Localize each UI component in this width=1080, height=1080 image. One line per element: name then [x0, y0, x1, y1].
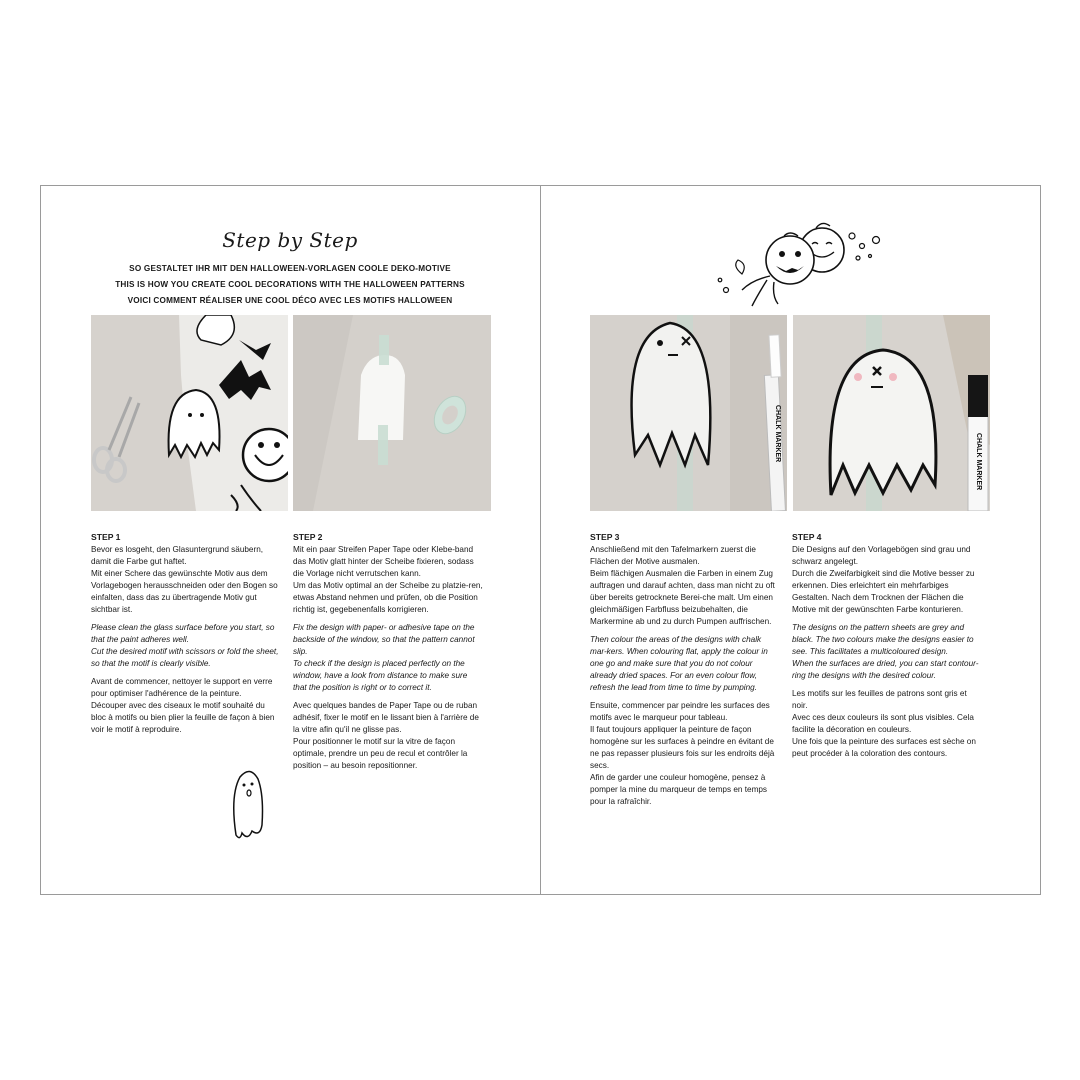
- step-label: STEP 3: [590, 532, 620, 542]
- step-4: [792, 531, 982, 766]
- step-text-en: Please clean the glass surface before you start, so that the paint adheres well. Cut the desired motif with scissors or fold the sheet, so that the motif is clearly visible.: [91, 623, 279, 668]
- step-label: STEP 4: [792, 532, 822, 542]
- subtitle-en: THIS IS HOW YOU CREATE COOL DECORATIONS WITH THE HALLOWEEN PATTERNS: [115, 280, 465, 289]
- marker-label-text: CHALK MARKER: [975, 433, 982, 491]
- step-3: [590, 531, 780, 814]
- page-subtitle: [90, 261, 490, 309]
- step-text-de: Mit ein paar Streifen Paper Tape oder Klebe-band das Motiv glatt hinter der Scheibe fixieren, sodass die Vorlage nicht verrutschen kann. Um das Motiv optimal an der Scheibe zu platzie-ren, etwas Abstand nehmen und prüfen, ob die Position richtig ist, gegebenenfalls korrigieren.: [293, 545, 483, 614]
- step-text-fr: Avec quelques bandes de Paper Tape ou de ruban adhésif, fixer le motif en le lissant bien à l'arrière de la vitre afin qu'il ne glisse pas. Pour positionner le motif sur la vitre de façon optimale, prendre un peu de recul et contrôler la position – au besoin repositionner.: [293, 701, 479, 770]
- step-text-fr: Les motifs sur les feuilles de patrons sont gris et noir. Avec ces deux couleurs ils sont plus visibles. Cela facilite la décoration en couleurs. Une fois que la peinture des surfaces est sèche on peut procéder à la coloration des contours.: [792, 689, 976, 758]
- step2-photo: [293, 315, 491, 511]
- step-2: [293, 531, 483, 778]
- pumpkins-doodle-icon: [712, 218, 888, 308]
- step4-photo: [793, 315, 990, 511]
- step3-photo: [590, 315, 787, 511]
- marker-label-text: CHALK MARKER: [774, 405, 781, 463]
- step-text-fr: Ensuite, commencer par peindre les surfaces des motifs avec le marqueur pour tableau. Il faut toujours appliquer la peinture de façon homogène sur les surfaces à peindre en évitant de ne pas repasser plusieurs fois sur les endroits déjà secs. Afin de garder une couleur homogène, pensez à pomper la mine du marqueur de temps en temps pour la rafraîchir.: [590, 701, 775, 806]
- step-text-en: Then colour the areas of the designs with chalk mar-kers. When colouring flat, apply the colour in one go and make sure that you do not colour already dried spaces. For an even colour flow, refresh the lead from time to time by pumping.: [590, 635, 768, 692]
- step-text-de: Bevor es losgeht, den Glasuntergrund säubern, damit die Farbe gut haftet. Mit einer Schere das gewünschte Motiv aus dem Vorlagebogen herausschneiden oder den Bogen so einfalten, dass das zu übertragende Motiv gut sichtbar ist.: [91, 545, 278, 614]
- page-gutter: [540, 185, 541, 895]
- step-text-fr: Avant de commencer, nettoyer le support en verre pour optimiser l'adhérence de la peinture. Découper avec des ciseaux le motif souhaité du bloc à motifs ou bien plier la feuille de façon à bien voir le motif à reproduire.: [91, 677, 275, 734]
- step-text-de: Anschließend mit den Tafelmarkern zuerst die Flächen der Motive ausmalen. Beim flächigen Ausmalen die Farben in einem Zug auftragen und darauf achten, dass man nicht zu oft über bereits getrocknete Berei-che malt. Um einen gleichmäßigen Farbfluss beizubehalten, die Markermine ab und zu durch Pumpen auffrischen.: [590, 545, 775, 626]
- step-label: STEP 2: [293, 532, 323, 542]
- step-text-de: Die Designs auf den Vorlagebögen sind grau und schwarz angelegt. Durch die Zweifarbigkeit sind die Motive besser zu erkennen. Dies erleichtert ein mehrfarbiges Gestalten. Nach dem Trocknen der Flächen die Motive mit der gewünschten Farbe konturieren.: [792, 545, 975, 614]
- step1-photo: [91, 315, 288, 511]
- subtitle-de: SO GESTALTET IHR MIT DEN HALLOWEEN-VORLAGEN COOLE DEKO-MOTIVE: [129, 264, 451, 273]
- page-title: Step by Step: [222, 228, 358, 252]
- step-1: [91, 531, 281, 742]
- chalk-marker-icon: [968, 375, 988, 511]
- step-text-en: The designs on the pattern sheets are grey and black. The two colours make the designs easier to see. This facilitates a multicoloured design. When the surfaces are dried, you can start contour-ring the designs with the desired colour.: [792, 623, 979, 680]
- step-text-en: Fix the design with paper- or adhesive tape on the backside of the window, so that the pattern cannot slip. To check if the design is placed perfectly on the window, have a look from distance to make sure that the position is right or to correct it.: [293, 623, 475, 692]
- subtitle-fr: VOICI COMMENT RÉALISER UNE COOL DÉCO AVEC LES MOTIFS HALLOWEEN: [127, 296, 453, 305]
- ghost-doodle-icon: [228, 765, 270, 845]
- step-label: STEP 1: [91, 532, 121, 542]
